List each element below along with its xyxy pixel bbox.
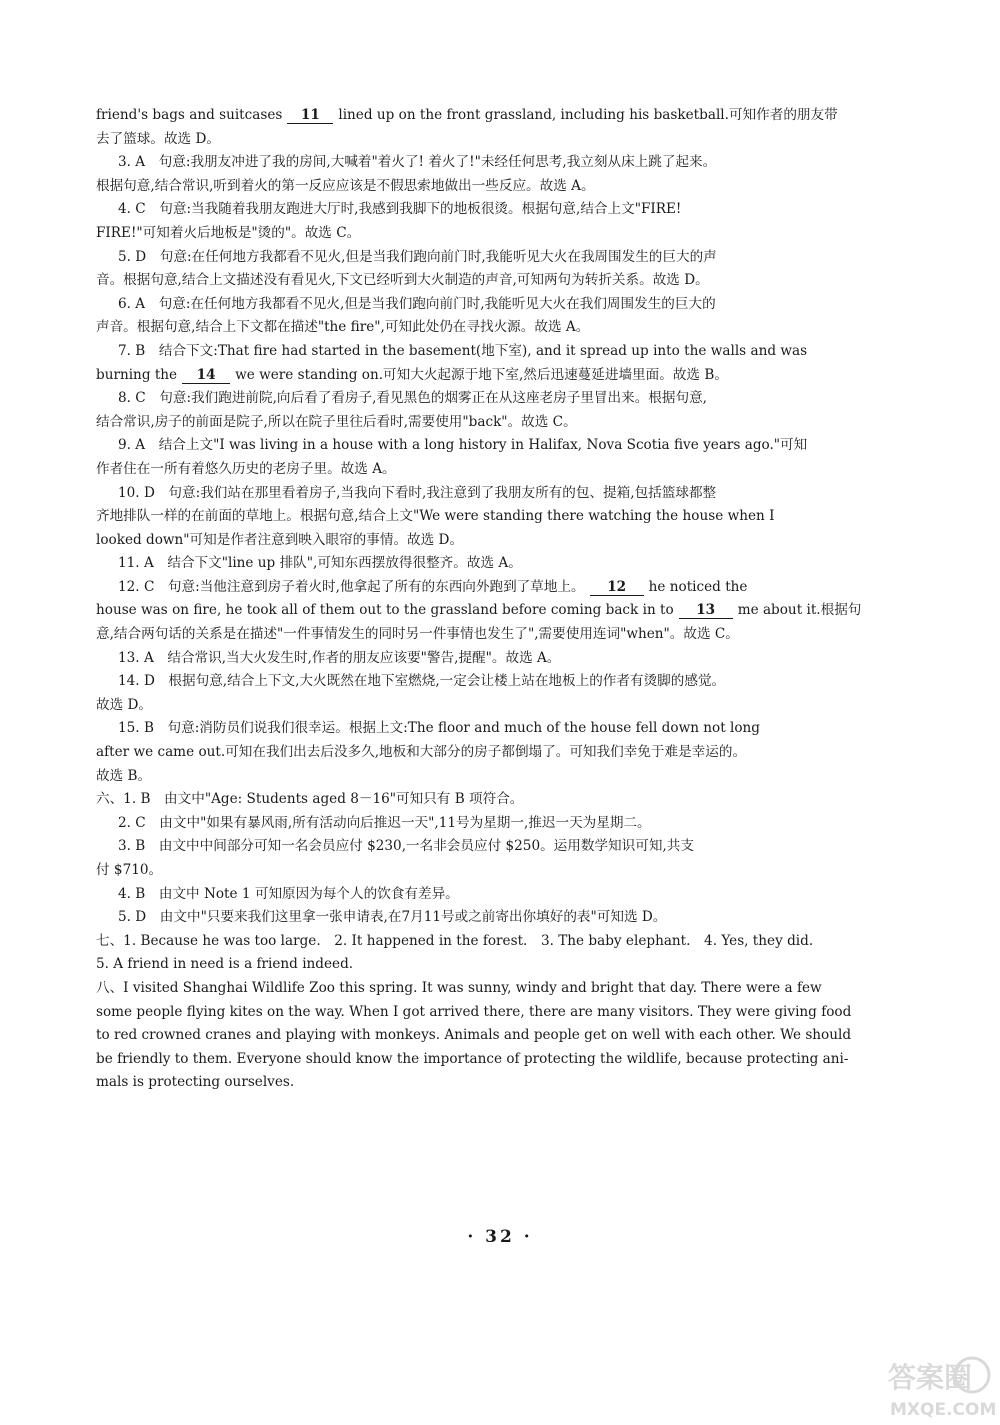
section-seven-heading: 七、1. Because he was too large. 2. It happened in the forest. 3. The baby elephant. 4. Yes, they did. [96,932,814,949]
fill-in-blank: 11 [287,108,333,124]
text-line: 声音。根据句意,结合上下文都在描述"the fire",可知此处仍在寻找火源。故选 A。 [96,319,590,336]
text-line: mals is protecting ourselves. [96,1074,295,1091]
fill-in-blank: 12 [590,580,644,596]
fill-in-blank: 14 [182,368,230,384]
answer-item: 5. D 句意:在任何地方我都看不见火,但是当我们跑向前门时,我能听见大火在我周围发生的巨大的声 [118,248,717,265]
answer-item: 10. D 句意:我们站在那里看着房子,当我向下看时,我注意到了我朋友所有的包、提箱,包括篮球都整 [118,484,717,501]
text-line: 故选 B。 [96,767,152,784]
watermark-top-text: 答案圈 [888,1361,973,1394]
answer-item: 8. C 句意:我们跑进前院,向后看了看房子,看见黑色的烟雾正在从这座老房子里冒出来。根据句意, [118,390,707,407]
watermark-bottom-text: MXQE.COM [890,1400,996,1420]
answer-item: 4. C 句意:当我随着我朋友跑进大厅时,我感到我脚下的地板很烫。根据句意,结合上文"FIRE! [118,201,682,218]
answer-item: 2. C 由文中"如果有暴风雨,所有活动向后推迟一天",11号为星期一,推迟一天为星期二。 [118,814,651,831]
answer-item: 3. B 由文中中间部分可知一名会员应付 $230,一名非会员应付 $250。运用数学知识可知,共支 [118,838,694,855]
text-line: be friendly to them. Everyone should know the importance of protecting the wildlife, because protecting ani- [96,1050,849,1067]
text-line: FIRE!"可知着火后地板是"烫的"。故选 C。 [96,224,361,241]
text-line: 意,结合两句话的关系是在描述"一件事情发生的同时另一件事情也发生了",需要使用连词"when"。故选 C。 [96,626,739,643]
page-number: · 32 · [467,1227,533,1247]
text-line: after we came out.可知在我们出去后没多久,地板和大部分的房子都倒塌了。可知我们幸免于难是幸运的。 [96,744,747,761]
text-line: house was on fire, he took all of them out to the grassland before coming back in to 13 me about it.根据句 [96,602,862,619]
answer-item: 5. D 由文中"只要来我们这里拿一张申请表,在7月11号或之前寄出你填好的表"可知选 D。 [118,909,667,926]
answer-item: 14. D 根据句意,结合上下文,大火既然在地下室燃烧,一定会让楼上站在地板上的作者有烫脚的感觉。 [118,673,726,690]
text-line: 作者住在一所有着悠久历史的老房子里。故选 A。 [96,460,396,477]
answer-key-body [96,104,904,1095]
text-line: looked down"可知是作者注意到映入眼帘的事情。故选 D。 [96,531,464,548]
answer-item: 15. B 句意:消防员们说我们很幸运。根据上文:The floor and much of the house fell down not long [118,720,760,737]
answer-item: 3. A 句意:我朋友冲进了我的房间,大喊着"着火了! 着火了!"未经任何思考,我立刻从床上跳了起来。 [118,154,717,171]
text-line: burning the 14 we were standing on.可知大火起源于地下室,然后迅速蔓延进墙里面。故选 B。 [96,366,728,383]
text-line: to red crowned cranes and playing with monkeys. Animals and people get on well with each other. We should [96,1027,852,1044]
answer-item: 12. C 句意:当他注意到房子着火时,他拿起了所有的东西向外跑到了草地上。 12 he noticed the [118,578,748,595]
text-line: 齐地排队一样的在前面的草地上。根据句意,结合上文"We were standing there watching the house when I [96,508,775,525]
fill-in-blank: 13 [679,603,733,619]
text-line: 根据句意,结合常识,听到着火的第一反应应该是不假思索地做出一些反应。故选 A。 [96,177,595,194]
text-line: 5. A friend in need is a friend indeed. [96,956,354,973]
text-line: some people flying kites on the way. When I got arrived there, there are many visitors. They were giving food [96,1003,852,1020]
text-line: 音。根据句意,结合上文描述没有看见火,下文已经听到大火制造的声音,可知两句为转折关系。故选 D。 [96,272,709,289]
answer-item: 4. B 由文中 Note 1 可知原因为每个人的饮食有差异。 [118,885,459,902]
answer-item: 7. B 结合下文:That fire had started in the basement(地下室), and it spread up into the walls and was [118,342,808,359]
answer-item: 11. A 结合下文"line up 排队",可知东西摆放得很整齐。故选 A。 [118,555,522,572]
answer-item: 13. A 结合常识,当大火发生时,作者的朋友应该要"警告,提醒"。故选 A。 [118,649,561,666]
section-eight-heading: 八、I visited Shanghai Wildlife Zoo this spring. It was sunny, windy and bright that day. There were a few [96,979,822,996]
answer-item: 9. A 结合上文"I was living in a house with a long history in Halifax, Nova Scotia five years ago."可知 [118,437,808,454]
answer-item: 6. A 句意:在任何地方我都看不见火,但是当我们跑向前门时,我能听见大火在我们周围发生的巨大的 [118,295,716,312]
section-six-heading: 六、1. B 由文中"Age: Students aged 8－16"可知只有 B 项符合。 [96,791,524,808]
watermark-logo [884,1353,996,1421]
text-line: 付 $710。 [96,862,163,878]
text-line: 去了篮球。故选 D。 [96,130,220,147]
text-line: 故选 D。 [96,696,153,713]
text-line: 结合常识,房子的前面是院子,所以在院子里往后看时,需要使用"back"。故选 C。 [96,413,577,430]
text-line: friend's bags and suitcases 11 lined up on the front grassland, including his basketball.可知作者的朋友带 [96,107,838,123]
